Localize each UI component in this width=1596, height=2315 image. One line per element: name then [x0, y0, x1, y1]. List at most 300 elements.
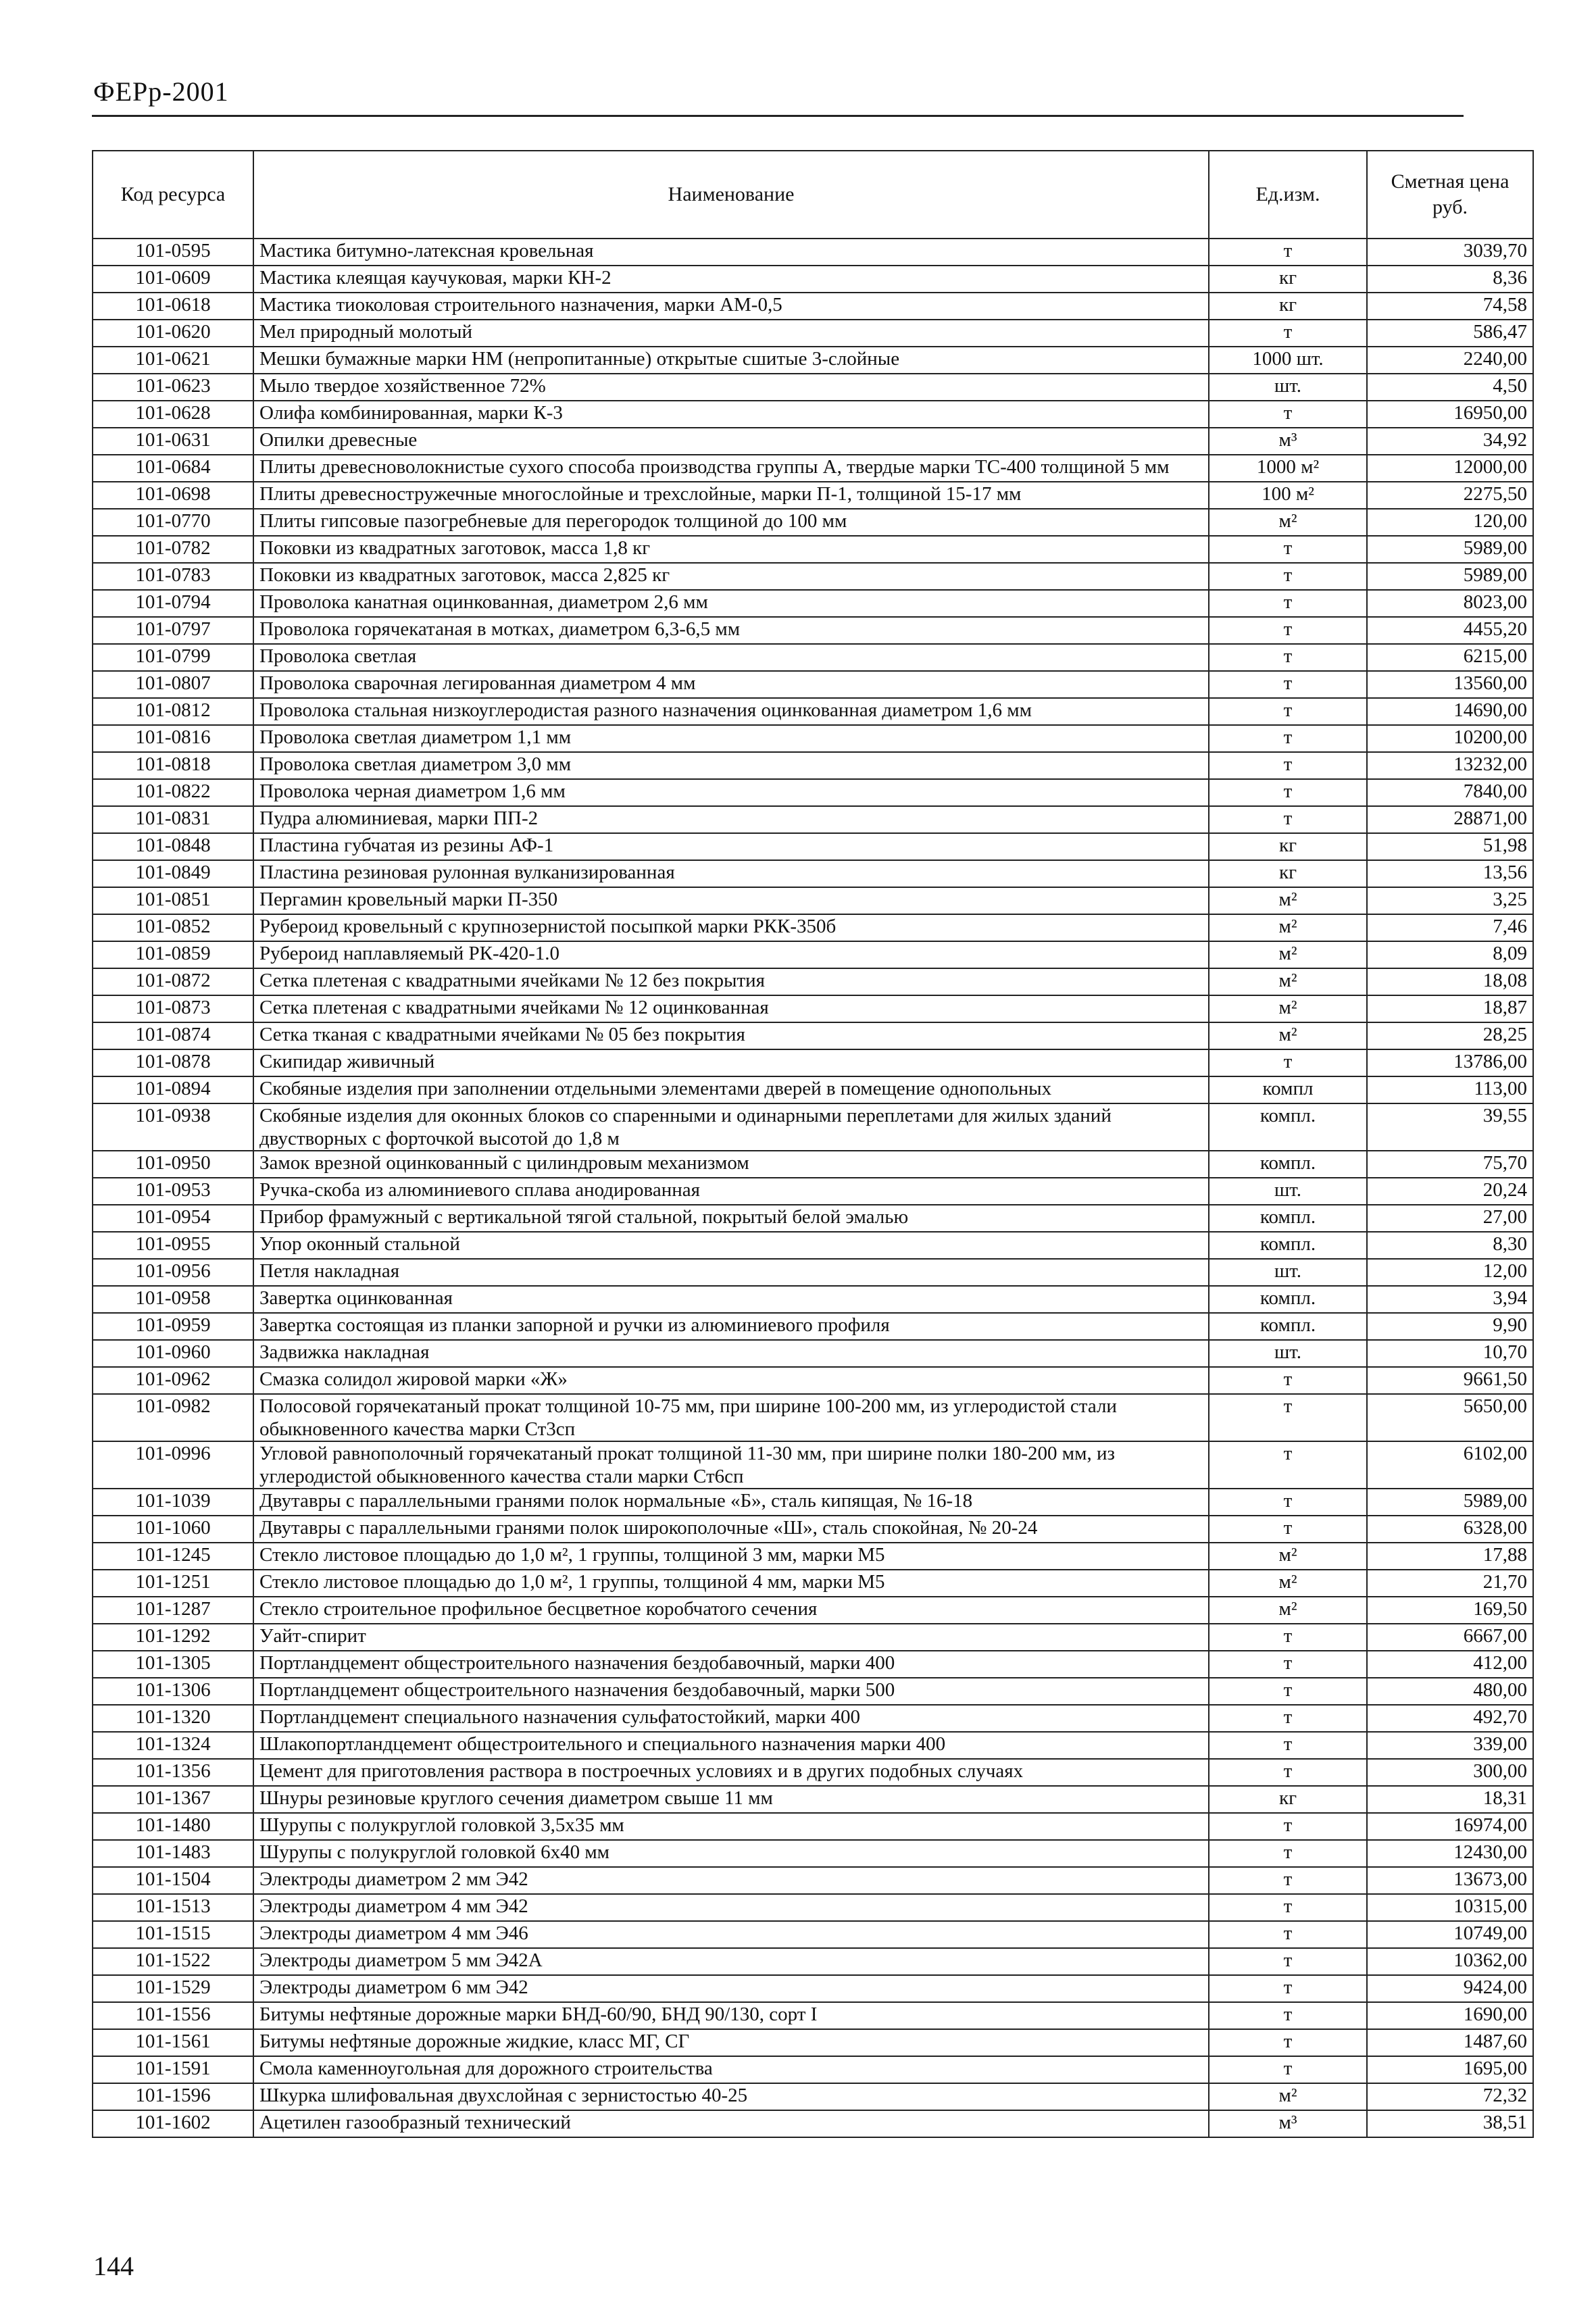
unit-cell: шт. [1209, 374, 1367, 401]
resource-name-cell: Смазка солидол жировой марки «Ж» [253, 1367, 1209, 1394]
resource-name-cell: Стекло строительное профильное бесцветное коробчатого сечения [253, 1597, 1209, 1624]
table-row [93, 617, 1533, 644]
resource-name-cell: Сетка плетеная с квадратными ячейками № 12 без покрытия [253, 968, 1209, 995]
resource-name-cell: Двутавры с параллельными гранями полок нормальные «Б», сталь кипящая, № 16-18 [253, 1489, 1209, 1516]
unit-cell: т [1209, 1651, 1367, 1678]
resource-code-cell: 101-1529 [93, 1975, 253, 2002]
table-row [93, 293, 1533, 320]
resource-code-cell: 101-1596 [93, 2083, 253, 2110]
resource-name-cell: Плиты древесноволокнистые сухого способа производства группы А, твердые марки ТС-400 толщиной 5 мм [253, 455, 1209, 482]
price-cell: 39,55 [1367, 1103, 1533, 1151]
table-row [93, 374, 1533, 401]
resource-name-cell: Завертка оцинкованная [253, 1286, 1209, 1313]
resource-name-cell: Проволока стальная низкоуглеродистая разного назначения оцинкованная диаметром 1,6 мм [253, 698, 1209, 725]
resource-name-cell: Портландцемент специального назначения сульфатостойкий, марки 400 [253, 1705, 1209, 1732]
resource-code-cell: 101-0623 [93, 374, 253, 401]
unit-cell: т [1209, 1894, 1367, 1921]
price-cell: 27,00 [1367, 1205, 1533, 1232]
resource-name-cell: Скипидар живичный [253, 1049, 1209, 1076]
unit-cell: т [1209, 1948, 1367, 1975]
table-row [93, 428, 1533, 455]
resource-name-cell: Пластина губчатая из резины АФ-1 [253, 833, 1209, 860]
table-body [93, 239, 1533, 2137]
unit-cell: т [1209, 1516, 1367, 1543]
resource-name-cell: Портландцемент общестроительного назначения бездобавочный, марки 500 [253, 1678, 1209, 1705]
resource-name-cell: Проволока сварочная легированная диаметром 4 мм [253, 671, 1209, 698]
resource-name-cell: Мастика клеящая каучуковая, марки КН-2 [253, 266, 1209, 293]
resource-code-cell: 101-0812 [93, 698, 253, 725]
table-row [93, 1394, 1533, 1441]
resource-code-cell: 101-0797 [93, 617, 253, 644]
table-row [93, 2056, 1533, 2083]
price-cell: 14690,00 [1367, 698, 1533, 725]
table-header-row [93, 151, 1533, 239]
unit-cell: 1000 шт. [1209, 347, 1367, 374]
resource-name-cell: Проволока черная диаметром 1,6 мм [253, 779, 1209, 806]
resource-name-cell: Мастика битумно-латексная кровельная [253, 239, 1209, 266]
column-header-unit: Ед.изм. [1209, 151, 1367, 239]
table-row [93, 806, 1533, 833]
unit-cell: т [1209, 1840, 1367, 1867]
price-cell: 13560,00 [1367, 671, 1533, 698]
resource-code-cell: 101-1513 [93, 1894, 253, 1921]
unit-cell: м² [1209, 1543, 1367, 1570]
document-title: ФЕРр-2001 [93, 76, 229, 107]
unit-cell: т [1209, 2029, 1367, 2056]
price-cell: 1487,60 [1367, 2029, 1533, 2056]
price-cell: 21,70 [1367, 1570, 1533, 1597]
table-row [93, 752, 1533, 779]
unit-cell: шт. [1209, 1340, 1367, 1367]
unit-cell: м² [1209, 509, 1367, 536]
resource-code-cell: 101-1515 [93, 1921, 253, 1948]
unit-cell: т [1209, 671, 1367, 698]
price-cell: 412,00 [1367, 1651, 1533, 1678]
table-row [93, 644, 1533, 671]
resource-name-cell: Замок врезной оцинкованный с цилиндровым механизмом [253, 1151, 1209, 1178]
price-cell: 13673,00 [1367, 1867, 1533, 1894]
price-cell: 1695,00 [1367, 2056, 1533, 2083]
unit-cell: м² [1209, 995, 1367, 1022]
resource-name-cell: Проволока светлая диаметром 1,1 мм [253, 725, 1209, 752]
unit-cell: м² [1209, 1022, 1367, 1049]
table-row [93, 2110, 1533, 2137]
table-row [93, 1543, 1533, 1570]
resource-name-cell: Шурупы с полукруглой головкой 3,5х35 мм [253, 1813, 1209, 1840]
price-cell: 9424,00 [1367, 1975, 1533, 2002]
resource-code-cell: 101-0953 [93, 1178, 253, 1205]
resource-code-cell: 101-0620 [93, 320, 253, 347]
resource-name-cell: Электроды диаметром 4 мм Э42 [253, 1894, 1209, 1921]
price-cell: 8,36 [1367, 266, 1533, 293]
resource-code-cell: 101-0859 [93, 941, 253, 968]
table-row [93, 2083, 1533, 2110]
resource-price-table [92, 150, 1534, 2138]
table-row [93, 1732, 1533, 1759]
table-row [93, 1151, 1533, 1178]
table-row [93, 1597, 1533, 1624]
table-row [93, 833, 1533, 860]
resource-code-cell: 101-0852 [93, 914, 253, 941]
resource-code-cell: 101-1556 [93, 2002, 253, 2029]
resource-code-cell: 101-1522 [93, 1948, 253, 1975]
resource-code-cell: 101-1060 [93, 1516, 253, 1543]
unit-cell: т [1209, 1049, 1367, 1076]
resource-code-cell: 101-0960 [93, 1340, 253, 1367]
unit-cell: компл. [1209, 1103, 1367, 1151]
resource-name-cell: Мастика тиоколовая строительного назначения, марки АМ-0,5 [253, 293, 1209, 320]
table-row [93, 320, 1533, 347]
table-row [93, 1340, 1533, 1367]
table-row [93, 1840, 1533, 1867]
table-row [93, 1705, 1533, 1732]
table-row [93, 1813, 1533, 1840]
price-cell: 5650,00 [1367, 1394, 1533, 1441]
table-row [93, 1948, 1533, 1975]
table-row [93, 1975, 1533, 2002]
unit-cell: т [1209, 1759, 1367, 1786]
resource-name-cell: Шнуры резиновые круглого сечения диаметром свыше 11 мм [253, 1786, 1209, 1813]
price-cell: 1690,00 [1367, 2002, 1533, 2029]
resource-code-cell: 101-1591 [93, 2056, 253, 2083]
resource-name-cell: Двутавры с параллельными гранями полок широкополочные «Ш», сталь спокойная, № 20-24 [253, 1516, 1209, 1543]
resource-code-cell: 101-0799 [93, 644, 253, 671]
unit-cell: кг [1209, 1786, 1367, 1813]
table-row [93, 995, 1533, 1022]
resource-name-cell: Битумы нефтяные дорожные жидкие, класс МГ, СГ [253, 2029, 1209, 2056]
price-cell: 74,58 [1367, 293, 1533, 320]
price-cell: 10315,00 [1367, 1894, 1533, 1921]
price-cell: 16974,00 [1367, 1813, 1533, 1840]
table-row [93, 1570, 1533, 1597]
table-row [93, 968, 1533, 995]
unit-cell: м² [1209, 1597, 1367, 1624]
unit-cell: м² [1209, 968, 1367, 995]
column-header-name: Наименование [253, 151, 1209, 239]
table-row [93, 482, 1533, 509]
resource-code-cell: 101-1320 [93, 1705, 253, 1732]
price-cell: 480,00 [1367, 1678, 1533, 1705]
price-cell: 18,87 [1367, 995, 1533, 1022]
unit-cell: т [1209, 239, 1367, 266]
resource-name-cell: Цемент для приготовления раствора в построечных условиях и в других подобных случаях [253, 1759, 1209, 1786]
price-cell: 5989,00 [1367, 536, 1533, 563]
resource-code-cell: 101-0954 [93, 1205, 253, 1232]
price-cell: 10749,00 [1367, 1921, 1533, 1948]
unit-cell: кг [1209, 833, 1367, 860]
resource-code-cell: 101-1324 [93, 1732, 253, 1759]
price-cell: 5989,00 [1367, 1489, 1533, 1516]
unit-cell: т [1209, 1624, 1367, 1651]
unit-cell: компл. [1209, 1151, 1367, 1178]
resource-code-cell: 101-0962 [93, 1367, 253, 1394]
resource-name-cell: Петля накладная [253, 1259, 1209, 1286]
price-cell: 2240,00 [1367, 347, 1533, 374]
unit-cell: т [1209, 2002, 1367, 2029]
resource-name-cell: Мешки бумажные марки НМ (непропитанные) открытые сшитые 3-слойные [253, 347, 1209, 374]
table-row [93, 401, 1533, 428]
resource-code-cell: 101-0807 [93, 671, 253, 698]
unit-cell: компл. [1209, 1313, 1367, 1340]
table-row [93, 2029, 1533, 2056]
resource-code-cell: 101-0770 [93, 509, 253, 536]
resource-name-cell: Мыло твердое хозяйственное 72% [253, 374, 1209, 401]
unit-cell: 1000 м² [1209, 455, 1367, 482]
resource-name-cell: Битумы нефтяные дорожные марки БНД-60/90, БНД 90/130, сорт I [253, 2002, 1209, 2029]
resource-code-cell: 101-0959 [93, 1313, 253, 1340]
resource-code-cell: 101-0955 [93, 1232, 253, 1259]
table-row [93, 725, 1533, 752]
unit-cell: кг [1209, 860, 1367, 887]
table-row [93, 887, 1533, 914]
table-row [93, 1205, 1533, 1232]
table-row [93, 941, 1533, 968]
resource-code-cell: 101-0851 [93, 887, 253, 914]
unit-cell: м³ [1209, 428, 1367, 455]
price-cell: 113,00 [1367, 1076, 1533, 1103]
resource-name-cell: Шлакопортландцемент общестроительного и специального назначения марки 400 [253, 1732, 1209, 1759]
price-cell: 7,46 [1367, 914, 1533, 941]
table-row [93, 914, 1533, 941]
price-cell: 6102,00 [1367, 1441, 1533, 1489]
table-row [93, 1489, 1533, 1516]
resource-code-cell: 101-0848 [93, 833, 253, 860]
resource-code-cell: 101-0874 [93, 1022, 253, 1049]
unit-cell: т [1209, 563, 1367, 590]
table-row [93, 590, 1533, 617]
unit-cell: т [1209, 536, 1367, 563]
table-row [93, 239, 1533, 266]
unit-cell: т [1209, 1489, 1367, 1516]
resource-code-cell: 101-0783 [93, 563, 253, 590]
resource-name-cell: Опилки древесные [253, 428, 1209, 455]
resource-name-cell: Плиты древесностружечные многослойные и трехслойные, марки П-1, толщиной 15-17 мм [253, 482, 1209, 509]
table-row [93, 1759, 1533, 1786]
unit-cell: т [1209, 725, 1367, 752]
resource-name-cell: Скобяные изделия для оконных блоков со спаренными и одинарными переплетами для жилых зданий двустворных с форточкой высотой до 1,8 м [253, 1103, 1209, 1151]
unit-cell: т [1209, 320, 1367, 347]
unit-cell: м² [1209, 2083, 1367, 2110]
price-cell: 28,25 [1367, 1022, 1533, 1049]
unit-cell: шт. [1209, 1178, 1367, 1205]
column-header-price: Сметная цена руб. [1367, 151, 1533, 239]
price-cell: 13,56 [1367, 860, 1533, 887]
unit-cell: т [1209, 779, 1367, 806]
table-row [93, 1103, 1533, 1151]
price-cell: 16950,00 [1367, 401, 1533, 428]
price-cell: 13232,00 [1367, 752, 1533, 779]
price-cell: 10362,00 [1367, 1948, 1533, 1975]
resource-code-cell: 101-1306 [93, 1678, 253, 1705]
price-cell: 72,32 [1367, 2083, 1533, 2110]
price-cell: 9661,50 [1367, 1367, 1533, 1394]
resource-name-cell: Сетка плетеная с квадратными ячейками № 12 оцинкованная [253, 995, 1209, 1022]
resource-name-cell: Прибор фрамужный с вертикальной тягой стальной, покрытый белой эмалью [253, 1205, 1209, 1232]
unit-cell: компл. [1209, 1286, 1367, 1313]
resource-code-cell: 101-1561 [93, 2029, 253, 2056]
table-row [93, 1624, 1533, 1651]
resource-code-cell: 101-0818 [93, 752, 253, 779]
resource-code-cell: 101-1504 [93, 1867, 253, 1894]
price-cell: 17,88 [1367, 1543, 1533, 1570]
unit-cell: компл. [1209, 1232, 1367, 1259]
unit-cell: т [1209, 1678, 1367, 1705]
resource-name-cell: Портландцемент общестроительного назначения бездобавочный, марки 400 [253, 1651, 1209, 1678]
table-row [93, 1516, 1533, 1543]
resource-name-cell: Плиты гипсовые пазогребневые для перегородок толщиной до 100 мм [253, 509, 1209, 536]
resource-code-cell: 101-0996 [93, 1441, 253, 1489]
table-row [93, 1867, 1533, 1894]
table-row [93, 266, 1533, 293]
unit-cell: т [1209, 1367, 1367, 1394]
unit-cell: т [1209, 806, 1367, 833]
resource-name-cell: Проволока канатная оцинкованная, диаметром 2,6 мм [253, 590, 1209, 617]
resource-code-cell: 101-0698 [93, 482, 253, 509]
price-cell: 75,70 [1367, 1151, 1533, 1178]
table-row [93, 1286, 1533, 1313]
header-divider [92, 115, 1464, 117]
resource-name-cell: Электроды диаметром 5 мм Э42А [253, 1948, 1209, 1975]
resource-code-cell: 101-1356 [93, 1759, 253, 1786]
table-row [93, 1894, 1533, 1921]
table-row [93, 698, 1533, 725]
table-row [93, 2002, 1533, 2029]
resource-code-cell: 101-1287 [93, 1597, 253, 1624]
unit-cell: т [1209, 644, 1367, 671]
table-row [93, 455, 1533, 482]
table-row [93, 347, 1533, 374]
resource-name-cell: Упор оконный стальной [253, 1232, 1209, 1259]
unit-cell: т [1209, 1867, 1367, 1894]
unit-cell: т [1209, 1394, 1367, 1441]
price-cell: 12,00 [1367, 1259, 1533, 1286]
table-row [93, 563, 1533, 590]
resource-code-cell: 101-0609 [93, 266, 253, 293]
resource-name-cell: Завертка состоящая из планки запорной и ручки из алюминиевого профиля [253, 1313, 1209, 1340]
unit-cell: кг [1209, 293, 1367, 320]
resource-code-cell: 101-0782 [93, 536, 253, 563]
price-cell: 5989,00 [1367, 563, 1533, 590]
table-row [93, 1313, 1533, 1340]
price-cell: 13786,00 [1367, 1049, 1533, 1076]
unit-cell: т [1209, 1732, 1367, 1759]
resource-name-cell: Задвижка накладная [253, 1340, 1209, 1367]
table-row [93, 1921, 1533, 1948]
price-cell: 51,98 [1367, 833, 1533, 860]
price-cell: 6215,00 [1367, 644, 1533, 671]
unit-cell: м² [1209, 887, 1367, 914]
resource-name-cell: Электроды диаметром 6 мм Э42 [253, 1975, 1209, 2002]
price-cell: 12430,00 [1367, 1840, 1533, 1867]
table-row [93, 1367, 1533, 1394]
resource-name-cell: Ручка-скоба из алюминиевого сплава анодированная [253, 1178, 1209, 1205]
unit-cell: т [1209, 1813, 1367, 1840]
resource-code-cell: 101-0849 [93, 860, 253, 887]
table-row [93, 860, 1533, 887]
resource-code-cell: 101-1480 [93, 1813, 253, 1840]
resource-name-cell: Рубероид наплавляемый РК-420-1.0 [253, 941, 1209, 968]
price-cell: 492,70 [1367, 1705, 1533, 1732]
resource-code-cell: 101-0631 [93, 428, 253, 455]
resource-name-cell: Проволока светлая [253, 644, 1209, 671]
unit-cell: т [1209, 617, 1367, 644]
resource-code-cell: 101-0872 [93, 968, 253, 995]
price-cell: 18,08 [1367, 968, 1533, 995]
resource-name-cell: Ацетилен газообразный технический [253, 2110, 1209, 2137]
unit-cell: компл [1209, 1076, 1367, 1103]
resource-name-cell: Пластина резиновая рулонная вулканизированная [253, 860, 1209, 887]
resource-code-cell: 101-0958 [93, 1286, 253, 1313]
resource-code-cell: 101-0878 [93, 1049, 253, 1076]
resource-name-cell: Смола каменноугольная для дорожного строительства [253, 2056, 1209, 2083]
resource-name-cell: Полосовой горячекатаный прокат толщиной 10-75 мм, при ширине 100-200 мм, из углеродистой стали обыкновенного качества марки Ст3сп [253, 1394, 1209, 1441]
resource-name-cell: Поковки из квадратных заготовок, масса 1,8 кг [253, 536, 1209, 563]
price-cell: 12000,00 [1367, 455, 1533, 482]
resource-name-cell: Рубероид кровельный с крупнозернистой посыпкой марки РКК-350б [253, 914, 1209, 941]
price-cell: 4455,20 [1367, 617, 1533, 644]
price-cell: 6667,00 [1367, 1624, 1533, 1651]
price-cell: 10200,00 [1367, 725, 1533, 752]
resource-name-cell: Проволока горячекатаная в мотках, диаметром 6,3-6,5 мм [253, 617, 1209, 644]
table-row [93, 779, 1533, 806]
unit-cell: кг [1209, 266, 1367, 293]
price-cell: 339,00 [1367, 1732, 1533, 1759]
table-row [93, 1232, 1533, 1259]
table-row [93, 536, 1533, 563]
resource-code-cell: 101-0938 [93, 1103, 253, 1151]
price-cell: 18,31 [1367, 1786, 1533, 1813]
price-cell: 6328,00 [1367, 1516, 1533, 1543]
table-row [93, 1786, 1533, 1813]
price-cell: 38,51 [1367, 2110, 1533, 2137]
price-cell: 28871,00 [1367, 806, 1533, 833]
unit-cell: т [1209, 1975, 1367, 2002]
unit-cell: т [1209, 1441, 1367, 1489]
price-cell: 9,90 [1367, 1313, 1533, 1340]
resource-code-cell: 101-0794 [93, 590, 253, 617]
unit-cell: шт. [1209, 1259, 1367, 1286]
resource-name-cell: Олифа комбинированная, марки К-3 [253, 401, 1209, 428]
resource-name-cell: Пергамин кровельный марки П-350 [253, 887, 1209, 914]
resource-code-cell: 101-1245 [93, 1543, 253, 1570]
resource-name-cell: Проволока светлая диаметром 3,0 мм [253, 752, 1209, 779]
resource-name-cell: Скобяные изделия при заполнении отдельными элементами дверей в помещение однопольных [253, 1076, 1209, 1103]
table-row [93, 1049, 1533, 1076]
resource-code-cell: 101-0831 [93, 806, 253, 833]
resource-code-cell: 101-0894 [93, 1076, 253, 1103]
price-cell: 8,30 [1367, 1232, 1533, 1259]
price-cell: 4,50 [1367, 374, 1533, 401]
table-row [93, 1259, 1533, 1286]
resource-code-cell: 101-1292 [93, 1624, 253, 1651]
resource-code-cell: 101-0873 [93, 995, 253, 1022]
unit-cell: т [1209, 752, 1367, 779]
unit-cell: м² [1209, 941, 1367, 968]
unit-cell: т [1209, 2056, 1367, 2083]
resource-code-cell: 101-0816 [93, 725, 253, 752]
resource-name-cell: Стекло листовое площадью до 1,0 м², 1 группы, толщиной 3 мм, марки М5 [253, 1543, 1209, 1570]
resource-name-cell: Шкурка шлифовальная двухслойная с зернистостью 40-25 [253, 2083, 1209, 2110]
resource-code-cell: 101-0822 [93, 779, 253, 806]
resource-name-cell: Электроды диаметром 2 мм Э42 [253, 1867, 1209, 1894]
resource-code-cell: 101-1367 [93, 1786, 253, 1813]
unit-cell: компл. [1209, 1205, 1367, 1232]
table-row [93, 1022, 1533, 1049]
unit-cell: т [1209, 1921, 1367, 1948]
resource-name-cell: Пудра алюминиевая, марки ПП-2 [253, 806, 1209, 833]
resource-code-cell: 101-0621 [93, 347, 253, 374]
resource-name-cell: Стекло листовое площадью до 1,0 м², 1 группы, толщиной 4 мм, марки М5 [253, 1570, 1209, 1597]
